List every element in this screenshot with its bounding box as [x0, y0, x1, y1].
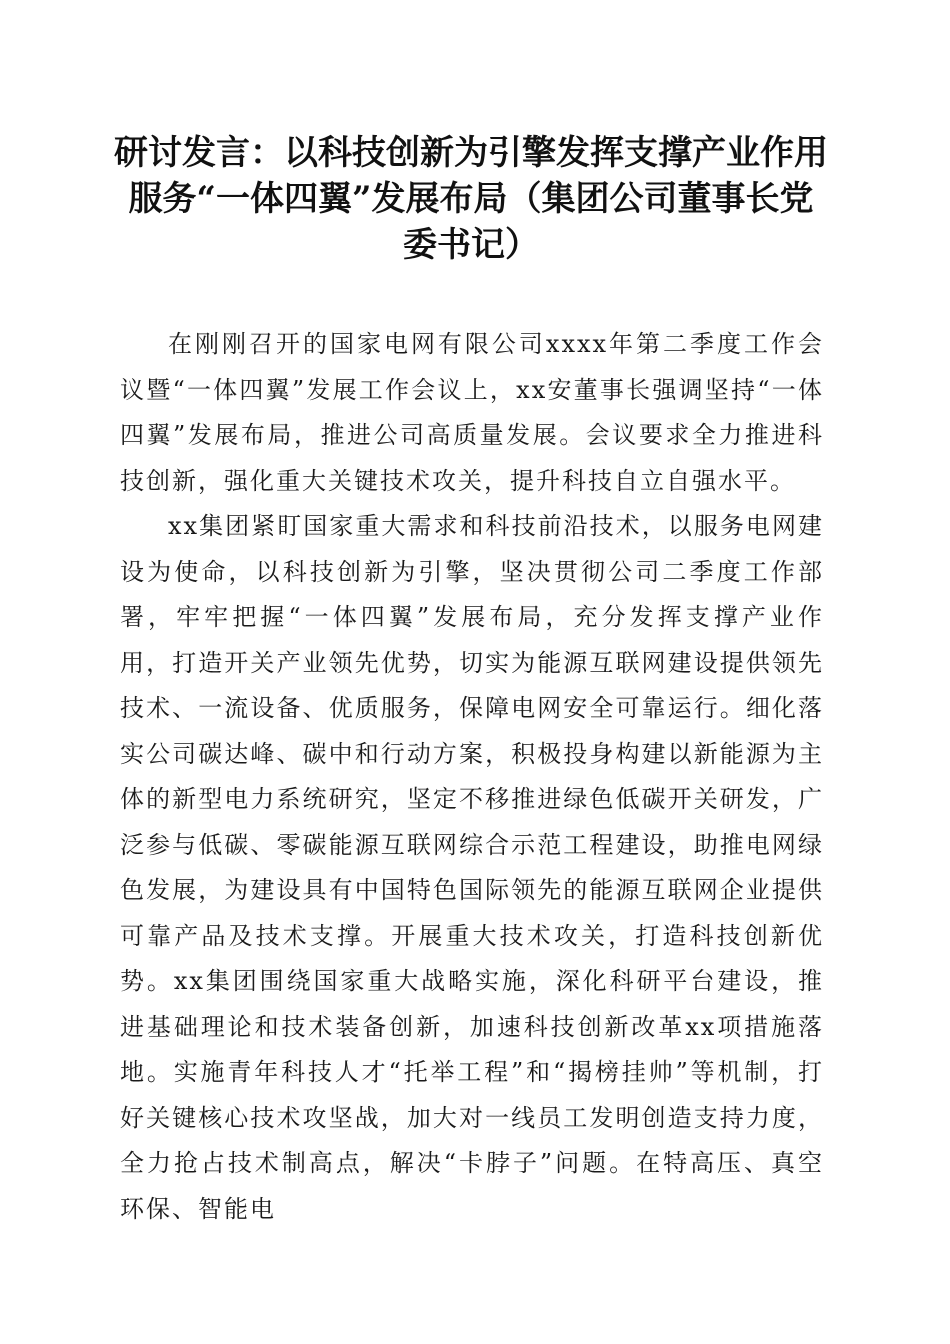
- paragraph: 在刚刚召开的国家电网有限公司xxxx年第二季度工作会议暨“一体四翼”发展工作会议上，xx安董事长强调坚持“一体四翼”发展布局，推进公司高质量发展。会议要求全力推进科技创新，强化重大关键技术攻关，提升科技自立自强水平。: [120, 330, 824, 495]
- document-body: [120, 322, 824, 1232]
- paragraph: xx集团紧盯国家重大需求和科技前沿技术，以服务电网建设为使命，以科技创新为引擎，坚决贯彻公司二季度工作部署，牢牢把握“一体四翼”发展布局，充分发挥支撑产业作用，打造开关产业领先优势，切实为能源互联网建设提供领先技术、一流设备、优质服务，保障电网安全可靠运行。细化落实公司碳达峰、碳中和行动方案，积极投身构建以新能源为主体的新型电力系统研究，坚定不移推进绿色低碳开关研发，广泛参与低碳、零碳能源互联网综合示范工程建设，助推电网绿色发展，为建设具有中国特色国际领先的能源互联网企业提供可靠产品及技术支撑。开展重大技术攻关，打造科技创新优势。xx集团围绕国家重大战略实施，深化科研平台建设，推进基础理论和技术装备创新，加速科技创新改革xx项措施落地。实施青年科技人才“托举工程”和“揭榜挂帅”等机制，打好关键核心技术攻坚战，加大对一线员工发明创造支持力度，全力抢占技术制高点，解决“卡脖子”问题。在特高压、真空环保、智能电: [120, 512, 824, 1223]
- document-title: 研讨发言：以科技创新为引擎发挥支撑产业作用服务“一体四翼”发展布局（集团公司董事长党委书记）: [114, 133, 828, 265]
